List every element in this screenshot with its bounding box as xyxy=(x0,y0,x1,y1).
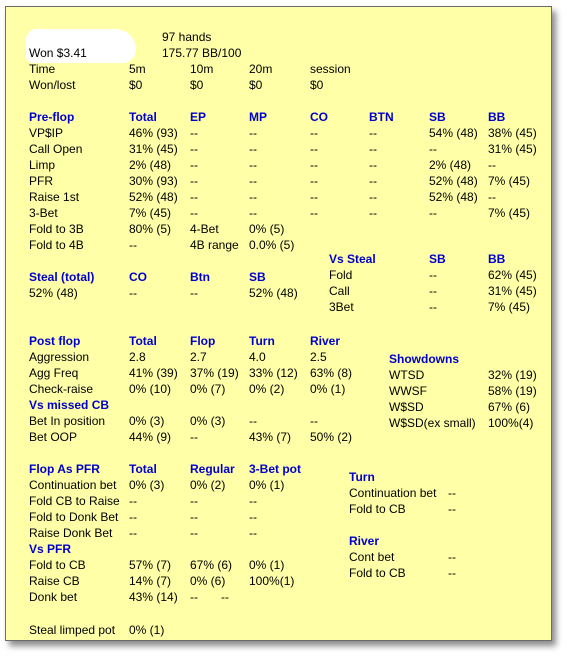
preflop-cell: -- xyxy=(369,158,377,172)
preflop-cell: -- xyxy=(429,142,437,156)
flop-pfr-header: 3-Bet pot xyxy=(249,462,301,476)
postflop-header: Flop xyxy=(190,334,216,348)
steal-cell: 52% (48) xyxy=(249,286,298,300)
preflop-header: EP xyxy=(190,110,207,124)
wonlost-value: $0 xyxy=(249,78,263,92)
time-col-header: 20m xyxy=(249,62,273,76)
flop-pfr-cell: 0% (2) xyxy=(190,478,226,492)
preflop-cell: 30% (93) xyxy=(129,174,178,188)
preflop-cell: -- xyxy=(249,126,257,140)
preflop-cell: -- xyxy=(488,190,496,204)
preflop-header: MP xyxy=(249,110,267,124)
preflop-cell: 52% (48) xyxy=(429,174,478,188)
postflop-header: Turn xyxy=(249,334,275,348)
preflop-cell: -- xyxy=(249,206,257,220)
preflop-header: BB xyxy=(488,110,506,124)
river-value: -- xyxy=(448,550,456,564)
preflop-row-label: 3-Bet xyxy=(29,206,58,220)
missed-cb-cell: 0% (3) xyxy=(190,414,226,428)
postflop-label: Aggression xyxy=(29,350,90,364)
vs-pfr-cell: 67% (6) xyxy=(190,558,233,572)
bb-per-100: 175.77 BB/100 xyxy=(162,46,242,60)
preflop-row-label: Raise 1st xyxy=(29,190,80,204)
preflop-cell: 38% (45) xyxy=(488,126,537,140)
fold-to-4b-cell: 4B range xyxy=(190,238,239,252)
preflop-header: CO xyxy=(310,110,328,124)
preflop-cell: -- xyxy=(429,206,437,220)
time-label: Time xyxy=(29,62,56,76)
preflop-cell: -- xyxy=(369,206,377,220)
missed-cb-cell: 0% (3) xyxy=(129,414,165,428)
turn-header: Turn xyxy=(349,470,375,484)
missed-cb-cell: -- xyxy=(249,414,257,428)
preflop-cell: 2% (48) xyxy=(129,158,172,172)
flop-pfr-cell: -- xyxy=(190,526,198,540)
showdown-value: 32% (19) xyxy=(488,368,537,382)
postflop-cell: 0% (7) xyxy=(190,382,226,396)
flop-pfr-cell: 0% (3) xyxy=(129,478,165,492)
missed-cb-cell: 44% (9) xyxy=(129,430,172,444)
preflop-cell: -- xyxy=(369,174,377,188)
preflop-cell: -- xyxy=(310,190,318,204)
preflop-cell: -- xyxy=(249,142,257,156)
preflop-cell: -- xyxy=(369,142,377,156)
preflop-cell: 7% (45) xyxy=(488,206,531,220)
postflop-header: Total xyxy=(129,334,157,348)
preflop-cell: -- xyxy=(369,126,377,140)
postflop-cell: 2.8 xyxy=(129,350,146,364)
showdown-label: W$SD(ex small) xyxy=(389,416,476,430)
river-header: River xyxy=(349,534,380,548)
river-label: Cont bet xyxy=(349,550,395,564)
vs-steal-cell: 62% (45) xyxy=(488,268,537,282)
preflop-row-label: Limp xyxy=(29,158,56,172)
river-label: Fold to CB xyxy=(349,566,406,580)
postflop-cell: 4.0 xyxy=(249,350,266,364)
preflop-cell: 2% (48) xyxy=(429,158,472,172)
preflop-row-label: PFR xyxy=(29,174,53,188)
vs-steal-cell: -- xyxy=(429,284,437,298)
turn-value: -- xyxy=(448,486,456,500)
preflop-header: BTN xyxy=(369,110,394,124)
postflop-cell: 0% (10) xyxy=(129,382,172,396)
fold-to-3b-cell: Fold to 3B xyxy=(29,222,84,236)
postflop-header: River xyxy=(310,334,341,348)
fold-to-4b-cell: Fold to 4B xyxy=(29,238,84,252)
missed-cb-cell: 50% (2) xyxy=(310,430,353,444)
preflop-cell: 31% (45) xyxy=(488,142,537,156)
wonlost-label: Won/lost xyxy=(29,78,76,92)
missed-cb-cell: -- xyxy=(310,414,318,428)
vs-steal-header: SB xyxy=(429,252,446,266)
flop-pfr-cell: -- xyxy=(190,510,198,524)
vs-pfr-cell: 14% (7) xyxy=(129,574,172,588)
flop-pfr-cell: -- xyxy=(190,494,198,508)
donk-bet-cell: 43% (14) xyxy=(129,590,178,604)
donk-bet-label: Donk bet xyxy=(29,590,78,604)
vs-steal-cell: -- xyxy=(429,300,437,314)
steal-header: Btn xyxy=(190,270,210,284)
flop-pfr-header: Total xyxy=(129,462,157,476)
preflop-header: Pre-flop xyxy=(29,110,75,124)
flop-pfr-label: Fold CB to Raise xyxy=(29,494,120,508)
preflop-header: Total xyxy=(129,110,157,124)
flop-pfr-cell: -- xyxy=(249,510,257,524)
showdowns-header: Showdowns xyxy=(389,352,459,366)
preflop-cell: -- xyxy=(249,158,257,172)
preflop-cell: -- xyxy=(190,174,198,188)
preflop-header: SB xyxy=(429,110,446,124)
missed-cb-cell: -- xyxy=(190,430,198,444)
steal-header: Steal (total) xyxy=(29,270,95,284)
flop-pfr-cell: -- xyxy=(129,494,137,508)
preflop-cell: 54% (48) xyxy=(429,126,478,140)
steal-header: SB xyxy=(249,270,266,284)
preflop-cell: 46% (93) xyxy=(129,126,178,140)
postflop-cell: 33% (12) xyxy=(249,366,298,380)
flop-pfr-label: Fold to Donk Bet xyxy=(29,510,119,524)
river-value: -- xyxy=(448,566,456,580)
missed-cb-label: Bet OOP xyxy=(29,430,78,444)
flop-pfr-cell: -- xyxy=(249,494,257,508)
vs-pfr-header: Vs PFR xyxy=(29,542,72,556)
preflop-cell: -- xyxy=(190,190,198,204)
vs-steal-cell: 7% (45) xyxy=(488,300,531,314)
turn-label: Fold to CB xyxy=(349,502,406,516)
preflop-cell: -- xyxy=(190,126,198,140)
preflop-cell: -- xyxy=(310,206,318,220)
flop-pfr-label: Raise Donk Bet xyxy=(29,526,113,540)
preflop-cell: 52% (48) xyxy=(129,190,178,204)
flop-pfr-label: Continuation bet xyxy=(29,478,117,492)
preflop-row-label: VP$IP xyxy=(29,126,64,140)
showdown-value: 67% (6) xyxy=(488,400,531,414)
postflop-header: Post flop xyxy=(29,334,81,348)
fold-to-3b-cell: 80% (5) xyxy=(129,222,172,236)
vs-pfr-cell: 0% (6) xyxy=(190,574,226,588)
steal-header: CO xyxy=(129,270,147,284)
postflop-cell: 37% (19) xyxy=(190,366,239,380)
preflop-cell: -- xyxy=(310,126,318,140)
vs-pfr-label: Raise CB xyxy=(29,574,80,588)
hud-stats-panel xyxy=(5,6,552,641)
preflop-cell: -- xyxy=(249,174,257,188)
donk-bet-cell: -- xyxy=(190,590,198,604)
steal-limped-label: Steal limped pot xyxy=(29,623,116,637)
steal-cell: 52% (48) xyxy=(29,286,78,300)
hands-count: 97 hands xyxy=(162,30,212,44)
preflop-cell: 31% (45) xyxy=(129,142,178,156)
donk-bet-cell: -- xyxy=(221,590,229,604)
missed-cb-label: Bet In position xyxy=(29,414,106,428)
postflop-cell: 2.7 xyxy=(190,350,207,364)
steal-limped-value: 0% (1) xyxy=(129,623,165,637)
vs-pfr-cell: 57% (7) xyxy=(129,558,172,572)
showdown-value: 58% (19) xyxy=(488,384,537,398)
flop-pfr-cell: -- xyxy=(129,526,137,540)
fold-to-4b-cell: 0.0% (5) xyxy=(249,238,295,252)
preflop-cell: -- xyxy=(488,158,496,172)
flop-pfr-header: Regular xyxy=(190,462,235,476)
fold-to-4b-cell: -- xyxy=(129,238,137,252)
preflop-cell: -- xyxy=(310,142,318,156)
flop-pfr-cell: 0% (1) xyxy=(249,478,285,492)
flop-pfr-header: Flop As PFR xyxy=(29,462,100,476)
flop-pfr-cell: -- xyxy=(249,526,257,540)
steal-cell: -- xyxy=(190,286,198,300)
preflop-cell: 52% (48) xyxy=(429,190,478,204)
preflop-cell: 7% (45) xyxy=(129,206,172,220)
vs-pfr-cell: 0% (1) xyxy=(249,558,285,572)
postflop-cell: 0% (2) xyxy=(249,382,285,396)
vs-steal-cell: -- xyxy=(429,268,437,282)
time-col-header: 5m xyxy=(129,62,146,76)
preflop-cell: 7% (45) xyxy=(488,174,531,188)
turn-label: Continuation bet xyxy=(349,486,437,500)
vs-steal-label: Call xyxy=(329,284,350,298)
preflop-cell: -- xyxy=(310,158,318,172)
preflop-cell: -- xyxy=(190,158,198,172)
postflop-label: Check-raise xyxy=(29,382,94,396)
postflop-cell: 2.5 xyxy=(310,350,327,364)
time-col-header: 10m xyxy=(190,62,214,76)
wonlost-value: $0 xyxy=(190,78,204,92)
wonlost-value: $0 xyxy=(129,78,143,92)
postflop-label: Agg Freq xyxy=(29,366,79,380)
postflop-cell: 63% (8) xyxy=(310,366,353,380)
vs-steal-label: Fold xyxy=(329,268,353,282)
wonlost-value: $0 xyxy=(310,78,324,92)
vs-pfr-cell: 100%(1) xyxy=(249,574,295,588)
vs-pfr-label: Fold to CB xyxy=(29,558,86,572)
fold-to-3b-cell: 0% (5) xyxy=(249,222,285,236)
preflop-cell: -- xyxy=(190,142,198,156)
time-col-header: session xyxy=(310,62,351,76)
showdown-value: 100%(4) xyxy=(488,416,534,430)
flop-pfr-cell: -- xyxy=(129,510,137,524)
vs-missed-cb-header: Vs missed CB xyxy=(29,398,110,412)
vs-steal-header: Vs Steal xyxy=(329,252,376,266)
vs-steal-cell: 31% (45) xyxy=(488,284,537,298)
preflop-row-label: Call Open xyxy=(29,142,83,156)
showdown-label: W$SD xyxy=(389,400,424,414)
vs-steal-label: 3Bet xyxy=(329,300,354,314)
vs-steal-header: BB xyxy=(488,252,506,266)
preflop-cell: -- xyxy=(369,190,377,204)
showdown-label: WTSD xyxy=(389,368,425,382)
steal-cell: -- xyxy=(129,286,137,300)
turn-value: -- xyxy=(448,502,456,516)
showdown-label: WWSF xyxy=(389,384,427,398)
preflop-cell: -- xyxy=(190,206,198,220)
won-amount: Won $3.41 xyxy=(29,46,87,60)
preflop-cell: -- xyxy=(249,190,257,204)
postflop-cell: 41% (39) xyxy=(129,366,178,380)
preflop-cell: -- xyxy=(310,174,318,188)
postflop-cell: 0% (1) xyxy=(310,382,346,396)
fold-to-3b-cell: 4-Bet xyxy=(190,222,219,236)
missed-cb-cell: 43% (7) xyxy=(249,430,292,444)
